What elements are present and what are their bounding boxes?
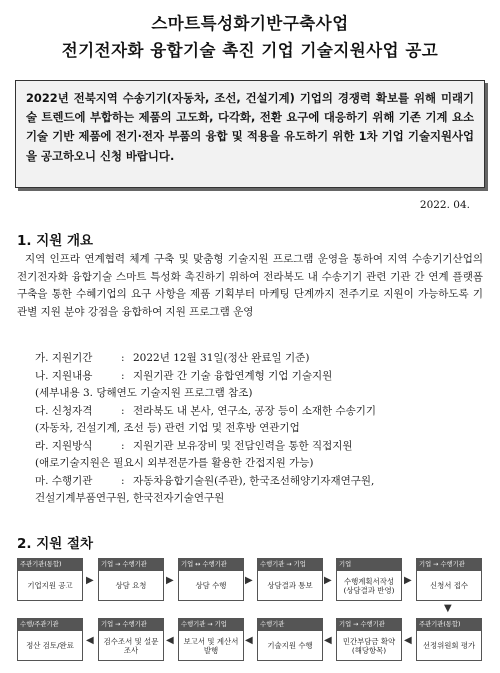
flow-step-header: 수행/주관기관 bbox=[18, 619, 82, 631]
item-colon: : bbox=[121, 404, 125, 417]
flow-arrow-down-icon: ▼ bbox=[444, 603, 452, 614]
flow-step-label: 검수조서 및 설문 조사 bbox=[103, 636, 159, 655]
flow-step bbox=[178, 558, 244, 601]
item-value: 자동차융합기술원(주관), 한국조선해양기자재연구원, bbox=[133, 474, 375, 487]
flow-step-header: 기업 ↔ 수행기관 bbox=[179, 559, 243, 571]
flow-step bbox=[178, 618, 244, 661]
flow-step-label: 상담 요청 bbox=[115, 581, 147, 591]
flow-step-header: 기업 → 수행기관 bbox=[337, 619, 401, 631]
flow-step bbox=[416, 618, 482, 661]
item-value-cont: 건설기계부품연구원, 한국전자기술연구원 bbox=[35, 492, 225, 504]
flow-arrow-right-icon: ▶ bbox=[86, 575, 94, 586]
flow-step bbox=[17, 558, 83, 601]
flow-step-label: 상담 수행 bbox=[195, 581, 227, 591]
notice-box: 2022년 전북지역 수송기기(자동차, 조선, 건설기계) 기업의 경쟁력 확보를 위해 미래기술 트렌드에 부합하는 제품의 고도화, 다각화, 전환 요구에 대응하기 위해 기존 기계 요소기술 기반 제품에 전기·전자 부품의 융합 및 적용을 유도하기 위한 1차 기업 기술지원사업을 공고하오니 신청 바랍니다. bbox=[15, 80, 485, 188]
flow-step bbox=[257, 618, 323, 661]
flow-step-label: 수행계획서작성 (상담결과 반영) bbox=[343, 576, 395, 595]
flow-step bbox=[336, 558, 402, 601]
flow-step-label: 선정위원회 평가 bbox=[422, 641, 476, 651]
item-value-cont: (애로기술지원은 필요시 외부전문가를 활용한 간접지원 가능) bbox=[35, 457, 314, 469]
flow-step-header: 수행기관 → 기업 bbox=[179, 619, 243, 631]
flow-arrow-left-icon: ◀ bbox=[324, 635, 332, 646]
flow-step-header: 주관기관(통합) bbox=[18, 559, 82, 571]
item-value-cont: (세부내용 3. 당해연도 기술지원 프로그램 참조) bbox=[35, 387, 253, 399]
flow-step-label: 기술지원 수행 bbox=[267, 641, 313, 651]
flow-arrow-right-icon: ▶ bbox=[166, 575, 174, 586]
section-heading-procedure: 2. 지원 절차 bbox=[17, 536, 94, 552]
flow-step-header: 기업 → 수행기관 bbox=[99, 619, 163, 631]
flow-step bbox=[336, 618, 402, 661]
flow-arrow-right-icon: ▶ bbox=[324, 575, 332, 586]
flow-step bbox=[98, 618, 164, 661]
page-title-line-1: 스마트특성화기반구축사업 bbox=[151, 14, 349, 33]
item-label: 가. 지원기간 bbox=[35, 352, 93, 364]
flow-step-header: 기업 bbox=[337, 559, 401, 571]
flow-step-header: 기업 → 수행기관 bbox=[99, 559, 163, 571]
flow-step bbox=[416, 558, 482, 601]
section-heading-overview: 1. 지원 개요 bbox=[17, 233, 94, 249]
flow-step-label: 보고서 및 계산서 발행 bbox=[183, 636, 239, 655]
item-colon: : bbox=[121, 369, 125, 382]
overview-paragraph: 지역 인프라 연계협력 체계 구축 및 맞춤형 기술지원 프로그램 운영을 통하여 지역 수송기기산업의 전기전자화 융합기술 스마트 특성화 촉진하기 위하여 전라북도 내 수송기기 관련 기관 간 연계 플랫폼 구축을 통한 수혜기업의 요구 사항을 제품 기획부터 마케팅 단계까지 전주기로 지원이 가능하도록 기관별 지원 분야 강점을 융합하여 지원 프로그램 운영 bbox=[17, 253, 483, 318]
flow-step-label: 신청서 접수 bbox=[429, 581, 469, 591]
item-colon: : bbox=[121, 439, 125, 452]
item-value: 지원기관 간 기술 융합연계형 기업 기술지원 bbox=[133, 369, 333, 382]
flow-step-label: 상담결과 통보 bbox=[267, 581, 313, 591]
flow-step-label: 정산 검토/완료 bbox=[26, 641, 74, 651]
flow-step-header: 기업 → 수행기관 bbox=[417, 559, 481, 571]
flow-step bbox=[17, 618, 83, 661]
flow-step bbox=[257, 558, 323, 601]
flow-arrow-left-icon: ◀ bbox=[166, 635, 174, 646]
flow-arrow-left-icon: ◀ bbox=[86, 635, 94, 646]
item-label: 다. 신청자격 bbox=[35, 404, 93, 417]
item-colon: : bbox=[121, 352, 125, 364]
item-colon: : bbox=[121, 474, 125, 487]
item-label: 마. 수행기관 bbox=[35, 474, 93, 487]
flow-arrow-left-icon: ◀ bbox=[404, 635, 412, 646]
flow-step-header: 주관기관(통합) bbox=[417, 619, 481, 631]
item-value: 2022년 12월 31일(정산 완료일 기준) bbox=[133, 352, 310, 364]
item-value: 지원기관 보유장비 및 전담인력을 통한 직접지원 bbox=[133, 439, 353, 452]
announcement-date: 2022. 04. bbox=[419, 199, 470, 211]
item-label: 나. 지원내용 bbox=[35, 369, 93, 382]
flow-arrow-right-icon: ▶ bbox=[245, 575, 253, 586]
flow-arrow-left-icon: ◀ bbox=[245, 635, 253, 646]
flow-step-label: 기업지원 공고 bbox=[27, 581, 73, 591]
flow-arrow-right-icon: ▶ bbox=[404, 575, 412, 586]
item-label: 라. 지원방식 bbox=[35, 439, 93, 452]
flow-step-header: 수행기관 bbox=[258, 619, 322, 631]
item-value: 전라북도 내 본사, 연구소, 공장 등이 소재한 수송기기 bbox=[133, 404, 377, 417]
flow-step bbox=[98, 558, 164, 601]
flow-step-label: 민간부담금 확약 (해당항목) bbox=[342, 636, 396, 655]
item-value-cont: (자동차, 건설기계, 조선 등) 관련 기업 및 전후방 연관기업 bbox=[35, 422, 300, 434]
flow-step-header: 수행기관 → 기업 bbox=[258, 559, 322, 571]
page-title-line-2: 전기전자화 융합기술 촉진 기업 기술지원사업 공고 bbox=[61, 41, 439, 60]
